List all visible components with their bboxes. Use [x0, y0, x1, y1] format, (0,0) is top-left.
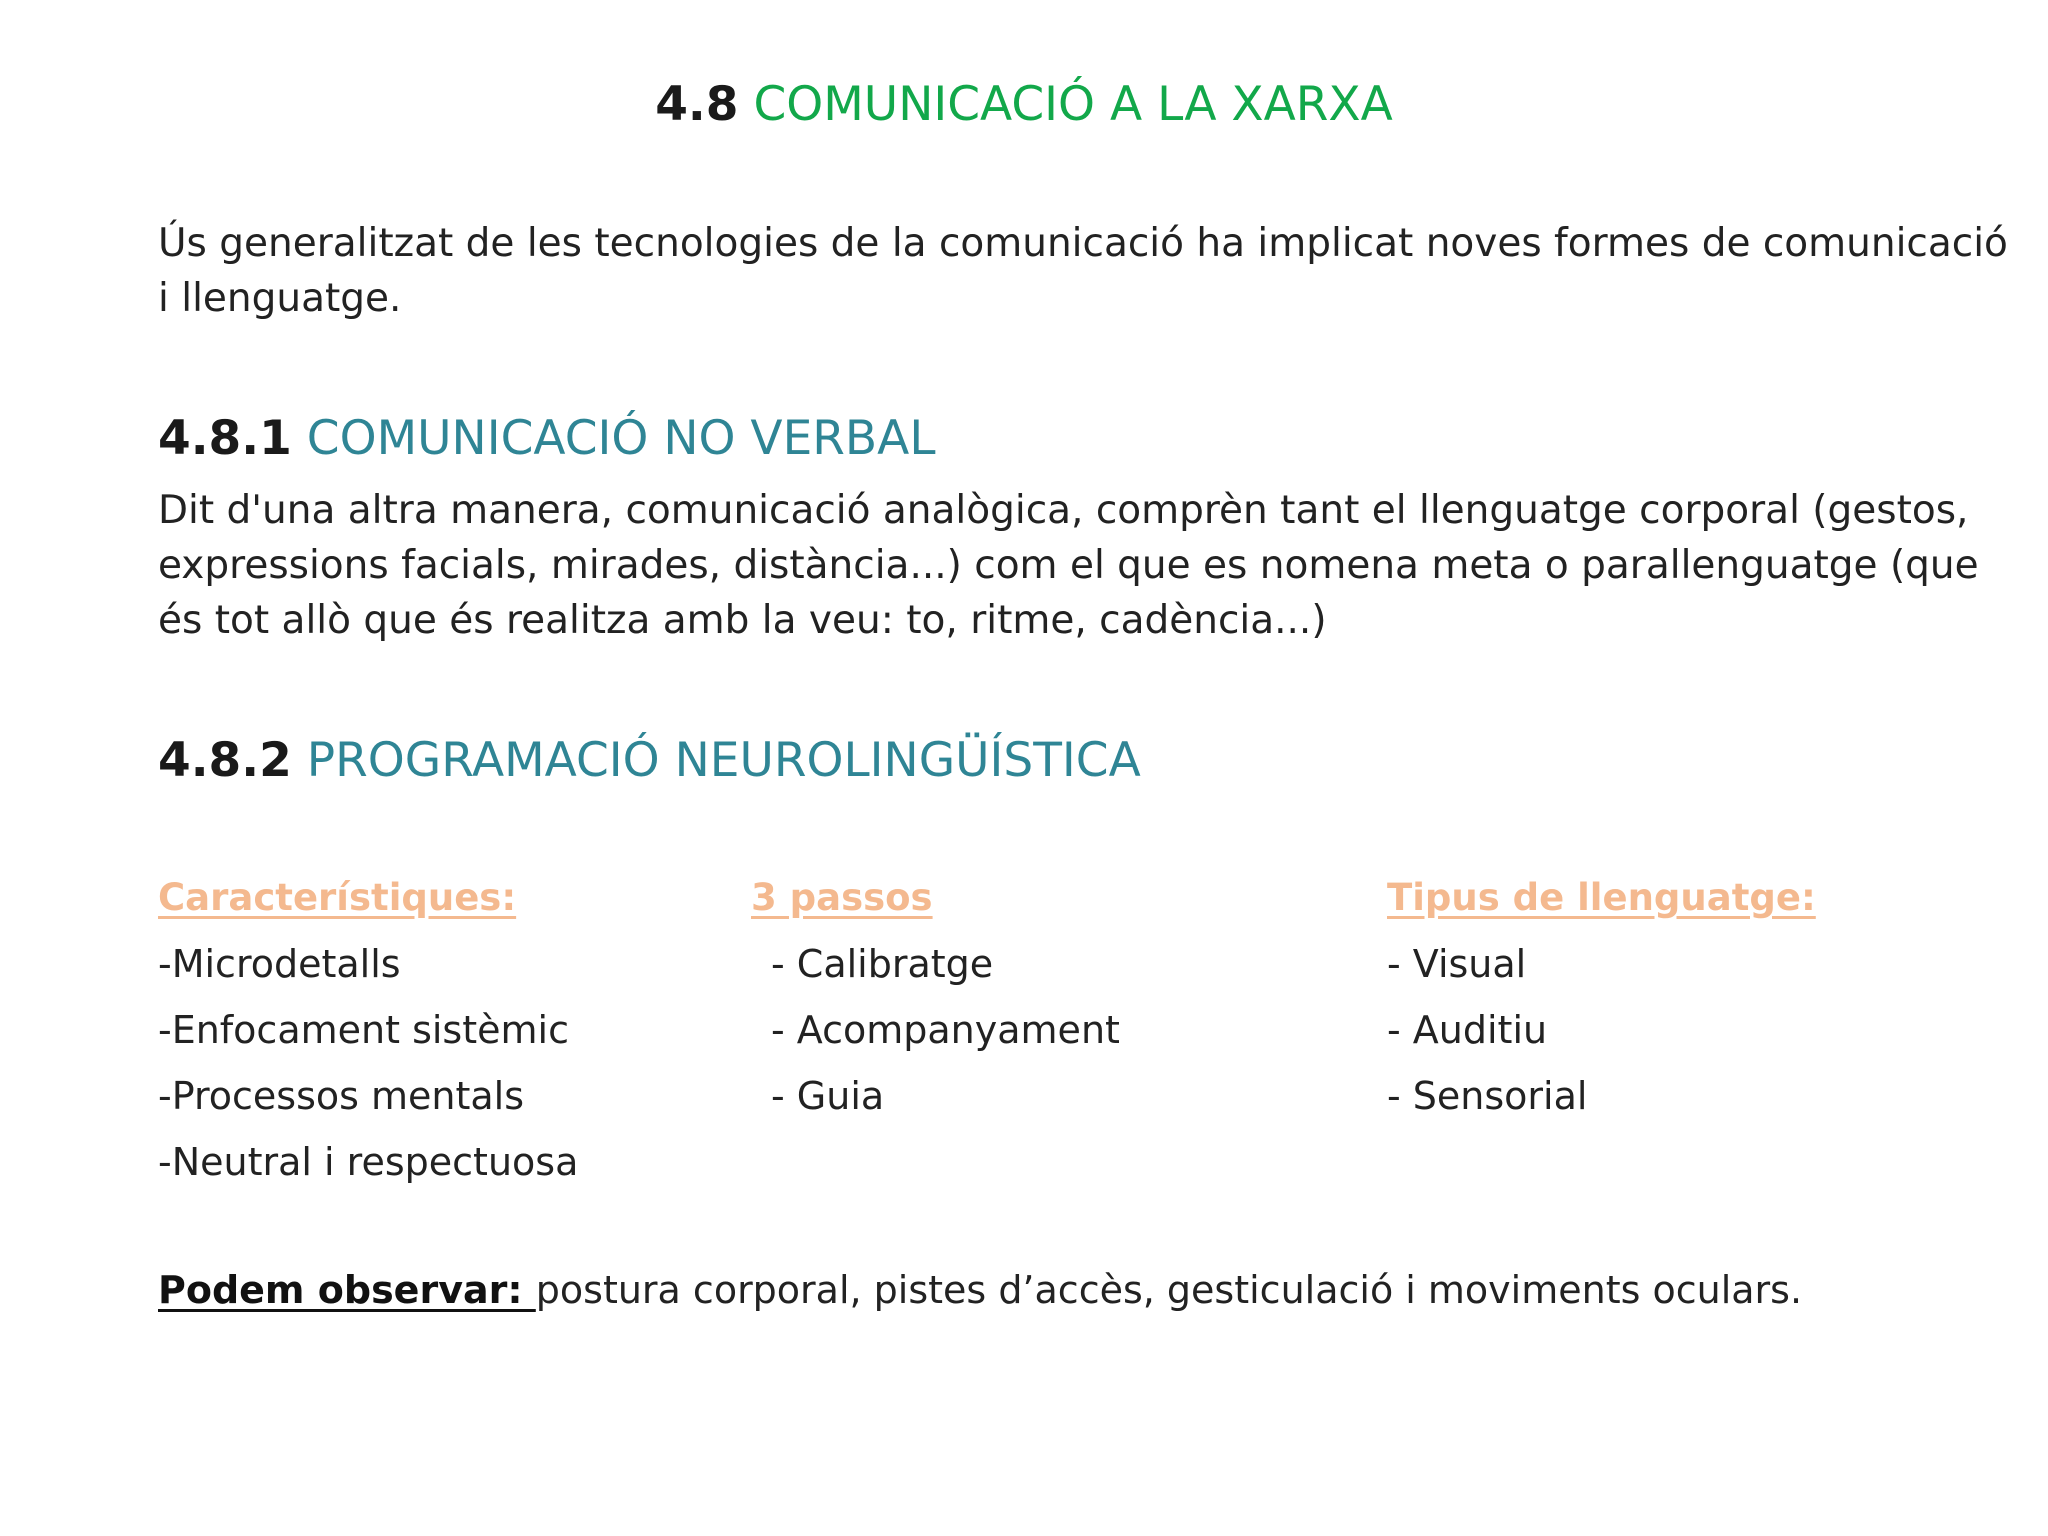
- section-1-title: COMUNICACIÓ NO VERBAL: [306, 411, 936, 466]
- list-item: -Processos mentals: [158, 1074, 525, 1118]
- page-title: [0, 70, 2048, 140]
- list-item: - Visual: [1387, 942, 1527, 986]
- list-item: -Neutral i respectuosa: [158, 1140, 579, 1184]
- section-2-number: 4.8.2: [158, 733, 292, 788]
- list-item: - Acompanyament: [771, 1008, 1120, 1052]
- section-1-heading: [158, 404, 936, 474]
- title-text: COMUNICACIÓ A LA XARXA: [753, 77, 1393, 132]
- title-number: 4.8: [655, 77, 739, 132]
- section-1-line-2: expressions facials, mirades, distància...) com el que es nomena meta o parallenguatge (que: [158, 543, 1979, 588]
- observe-text: postura corporal, pistes d’accès, gesticulació i moviments oculars.: [535, 1268, 1803, 1312]
- section-1-number: 4.8.1: [158, 411, 292, 466]
- observe-line: [158, 1260, 1802, 1320]
- list-item: -Enfocament sistèmic: [158, 1008, 569, 1052]
- intro-line-2: i llenguatge.: [158, 276, 402, 321]
- list-item: - Sensorial: [1387, 1074, 1588, 1118]
- section-1-line-3: és tot allò que és realitza amb la veu: to, ritme, cadència...): [158, 598, 1327, 643]
- section-2-heading: [158, 726, 1141, 796]
- column-heading-characteristics: Característiques:: [158, 876, 517, 919]
- section-1-line-1: Dit d'una altra manera, comunicació analògica, comprèn tant el llenguatge corporal (gestos,: [158, 488, 1969, 533]
- list-item: - Calibratge: [771, 942, 994, 986]
- column-heading-language-types: Tipus de llenguatge:: [1387, 876, 1816, 919]
- observe-label: Podem observar:: [158, 1268, 536, 1312]
- list-item: -Microdetalls: [158, 942, 401, 986]
- list-item: - Guia: [771, 1074, 885, 1118]
- column-heading-steps: 3 passos: [751, 876, 933, 919]
- section-2-title: PROGRAMACIÓ NEUROLINGÜÍSTICA: [306, 733, 1141, 788]
- intro-line-1: Ús generalitzat de les tecnologies de la comunicació ha implicat noves formes de comunicació: [158, 221, 2008, 266]
- list-item: - Auditiu: [1387, 1008, 1548, 1052]
